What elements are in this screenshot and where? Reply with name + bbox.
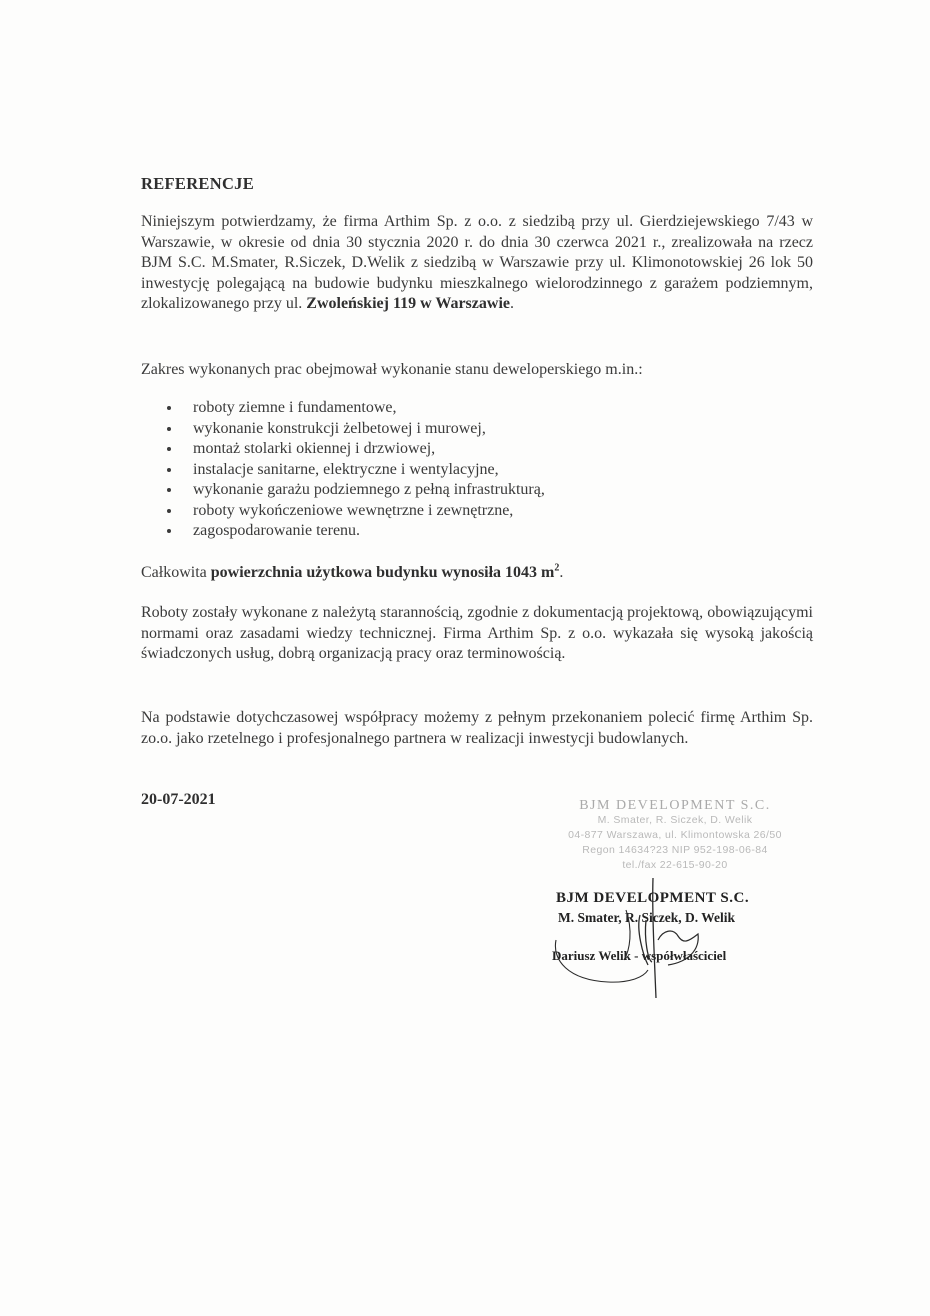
works-list-item: [141, 480, 741, 501]
bullet-icon: [167, 529, 171, 533]
works-list-item: [141, 398, 741, 419]
bullet-icon: [167, 447, 171, 451]
signatory-role: współwłaściciel: [641, 948, 727, 963]
stamp-address: 04-877 Warszawa, ul. Klimontowska 26/50: [568, 829, 782, 841]
document-date: 20-07-2021: [141, 791, 216, 808]
works-list-item-text: roboty ziemne i fundamentowe,: [193, 399, 397, 416]
signatory-name: Dariusz Welik -: [552, 948, 642, 963]
works-list: [141, 398, 741, 542]
paragraph-scope: Zakres wykonanych prac obejmował wykonanie stanu deweloperskiego m.in.:: [141, 361, 643, 378]
works-list-item: [141, 419, 741, 440]
works-list-item: [141, 439, 741, 460]
paragraph-confirmation: [141, 212, 813, 315]
paragraph-confirmation-end: .: [509, 295, 514, 312]
works-list-item-text: roboty wykończeniowe wewnętrzne i zewnętrzne,: [193, 501, 514, 519]
works-list-item-text: wykonanie garażu podziemnego z pełną infrastrukturą,: [193, 481, 545, 498]
paragraph-area-end: .: [559, 564, 564, 581]
bullet-icon: [167, 488, 171, 492]
works-list-item-text: montaż stolarki okiennej i drzwiowej,: [193, 440, 436, 457]
works-list-item-text: wykonanie konstrukcji żelbetowej i murowej,: [193, 419, 486, 437]
company-stamp-faded: [555, 798, 795, 873]
area-unit-superscript: 2: [554, 562, 560, 574]
works-list-item-text: instalacje sanitarne, elektryczne i wentylacyjne,: [193, 460, 499, 478]
stamp-company-name: BJM DEVELOPMENT S.C.: [579, 798, 771, 813]
works-list-item: [141, 521, 741, 542]
paragraph-area-text: Całkowita: [141, 564, 211, 581]
paragraph-area: [141, 563, 813, 584]
signature-stamp-company: BJM DEVELOPMENT S.C.: [556, 890, 750, 906]
paragraph-confirmation-text: Niniejszym potwierdzamy, że firma Arthim Sp. z o.o. z siedzibą przy ul. Gierdziejewskiego 7/43 w Warszawie, w okresie od dnia 30 stycznia 2020 r. do dnia 30 czerwca 2021 r., zrealizowała na rzecz BJM S.C. M.Smater, R.Siczek, D.Welik z siedzibą w Warszawie przy ul. Klimonotowskiej 26 lok 50 inwestycję polegającą na budowie budynku mieszkalnego wielorodzinnego z garażem podziemnym, zlokalizowanego przy ul.: [141, 213, 813, 312]
bullet-icon: [167, 509, 171, 513]
investment-address: Zwoleńskiej 119 w Warszawie: [306, 295, 510, 312]
usable-area-value: powierzchnia użytkowa budynku wynosiła 1043 m: [210, 564, 555, 581]
bullet-icon: [167, 427, 171, 431]
bullet-icon: [167, 406, 171, 410]
paragraph-recommendation: Na podstawie dotychczasowej współpracy możemy z pełnym przekonaniem polecić firmę Arthim Sp. zo.o. jako rzetelnego i profesjonalnego partnera w realizacji inwestycji budowlanych.: [141, 709, 813, 747]
works-list-item-text: zagospodarowanie terenu.: [193, 522, 361, 539]
paragraph-quality: Roboty zostały wykonane z należytą starannością, zgodnie z dokumentacją projektową, obowiązującymi normami oraz zasadami wiedzy technicznej. Firma Arthim Sp. z o.o. wykazała się wysoką jakością świadczonych usług, dobrą organizacją pracy oraz terminowością.: [141, 604, 813, 662]
stamp-registration: Regon 14634?23 NIP 952-198-06-84: [582, 844, 768, 856]
works-list-item: [141, 460, 741, 481]
stamp-phone: tel./fax 22-615-90-20: [622, 859, 728, 871]
handwritten-signature: [548, 870, 778, 1000]
stamp-owners: M. Smater, R. Siczek, D. Welik: [597, 814, 753, 826]
signature-stamp-owners: M. Smater, R. Siczek, D. Welik: [558, 910, 735, 925]
document-title: REFERENCJE: [141, 174, 255, 193]
bullet-icon: [167, 468, 171, 472]
works-list-item: [141, 501, 741, 522]
